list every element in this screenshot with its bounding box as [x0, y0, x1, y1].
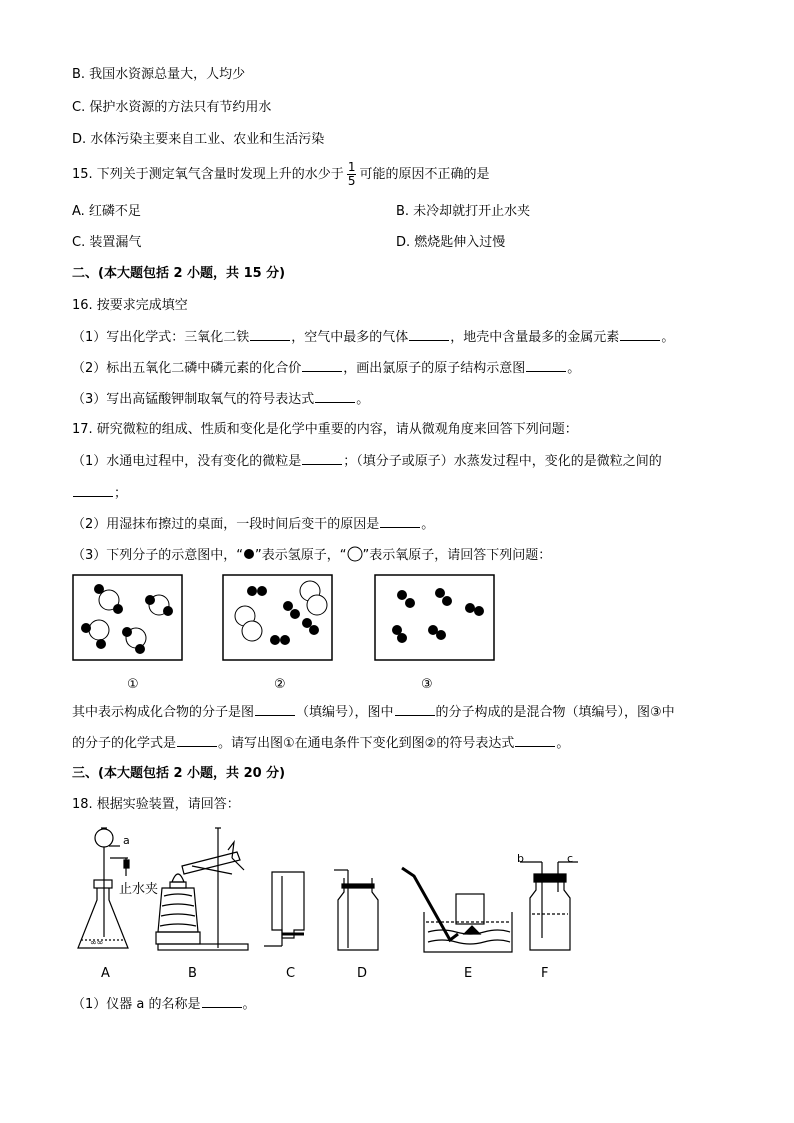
- answer-blank[interactable]: [255, 703, 295, 716]
- q17-part2: （2）用湿抹布擦过的桌面，一段时间后变干的原因是 。: [72, 517, 435, 532]
- q18-part1: （1）仪器 a 的名称是 。: [72, 997, 256, 1012]
- fraction-one-fifth: $\frac{1}{5}$: [347, 160, 356, 188]
- answer-blank[interactable]: [250, 328, 290, 341]
- apparatus-label-b: B: [188, 966, 197, 981]
- q17-stem: 17. 研究微粒的组成、性质和变化是化学中重要的内容，请从微观角度来回答下列问题：: [72, 422, 578, 437]
- q15-option-b: B. 未冷却就打开止水夹: [396, 204, 531, 219]
- answer-blank[interactable]: [73, 484, 113, 497]
- q17-question-line1: 其中表示构成化合物的分子是图 （填编号），图中 的分子构成的是混合物（填编号），图③中: [72, 705, 675, 720]
- answer-blank[interactable]: [315, 390, 355, 403]
- label-a: a: [123, 834, 130, 847]
- q16-part3: （3）写出高锰酸钾制取氧气的符号表达式 。: [72, 392, 370, 407]
- answer-blank[interactable]: [380, 515, 420, 528]
- answer-blank[interactable]: [620, 328, 660, 341]
- molecule-diagram-3: [374, 574, 496, 662]
- q14-option-c: C. 保护水资源的方法只有节约用水: [72, 100, 272, 115]
- clamp-label: 止水夹: [119, 882, 159, 897]
- q14-option-d: D. 水体污染主要来自工业、农业和生活污染: [72, 132, 325, 147]
- svg-text:∞∞: ∞∞: [90, 938, 104, 947]
- apparatus-e: [402, 868, 512, 952]
- q14-option-b: B. 我国水资源总量大，人均少: [72, 67, 246, 82]
- diagram-label-3: ③: [421, 677, 433, 692]
- answer-blank[interactable]: [302, 452, 342, 465]
- q16-part1: （1）写出化学式：三氧化二铁 ，空气中最多的气体 ，地壳中含量最多的金属元素 。: [72, 330, 675, 345]
- hydrogen-atom-icon: [243, 548, 255, 560]
- section-2-title: 二、(本大题包括 2 小题，共 15 分): [72, 266, 286, 281]
- q16-part2: （2）标出五氧化二磷中磷元素的化合价 ，画出氯原子的原子结构示意图 。: [72, 361, 581, 376]
- q15-option-c: C. 装置漏气: [72, 235, 142, 250]
- apparatus-c: [264, 872, 304, 946]
- q16-stem: 16. 按要求完成填空: [72, 298, 188, 313]
- apparatus-label-c: C: [286, 966, 296, 981]
- answer-blank[interactable]: [202, 995, 242, 1008]
- q15-option-a: A. 红磷不足: [72, 204, 141, 219]
- apparatus-label-f: F: [541, 966, 549, 981]
- answer-blank[interactable]: [302, 359, 342, 372]
- apparatus-b: [156, 828, 248, 950]
- apparatus-label-d: D: [357, 966, 368, 981]
- apparatus-f: [520, 862, 578, 950]
- q17-question-line2: 的分子的化学式是 。请写出图①在通电条件下变化到图②的符号表达式 。: [72, 736, 570, 751]
- answer-blank[interactable]: [515, 734, 555, 747]
- molecule-diagram-2: [222, 574, 334, 662]
- label-c: c: [567, 852, 574, 865]
- diagram-label-2: ②: [274, 677, 286, 692]
- answer-blank[interactable]: [526, 359, 566, 372]
- q18-stem: 18. 根据实验装置，请回答：: [72, 797, 240, 812]
- apparatus-label-a: A: [101, 966, 110, 981]
- molecule-diagram-1: [72, 574, 184, 662]
- oxygen-atom-icon: [347, 546, 363, 562]
- apparatus-label-e: E: [464, 966, 473, 981]
- answer-blank[interactable]: [409, 328, 449, 341]
- q17-part3: （3）下列分子的示意图中，“ ”表示氢原子，“ ”表示氧原子，请回答下列问题：: [72, 548, 552, 563]
- label-b: b: [517, 852, 524, 865]
- diagram-label-1: ①: [127, 677, 139, 692]
- q17-part1: （1）水通电过程中，没有变化的微粒是 ；（填分子或原子）水蒸发过程中，变化的是微粒之间的: [72, 454, 662, 469]
- apparatus-d: [334, 870, 378, 950]
- q15-option-d: D. 燃烧匙伸入过慢: [396, 235, 506, 250]
- answer-blank[interactable]: [395, 703, 435, 716]
- section-3-title: 三、(本大题包括 2 小题，共 20 分): [72, 766, 286, 781]
- q17-part1-cont: ；: [72, 484, 127, 503]
- answer-blank[interactable]: [177, 734, 217, 747]
- q15-stem: 15. 下列关于测定氧气含量时发现上升的水少于 $\frac{1}{5}$ 可能的原因不正确的是: [72, 160, 490, 188]
